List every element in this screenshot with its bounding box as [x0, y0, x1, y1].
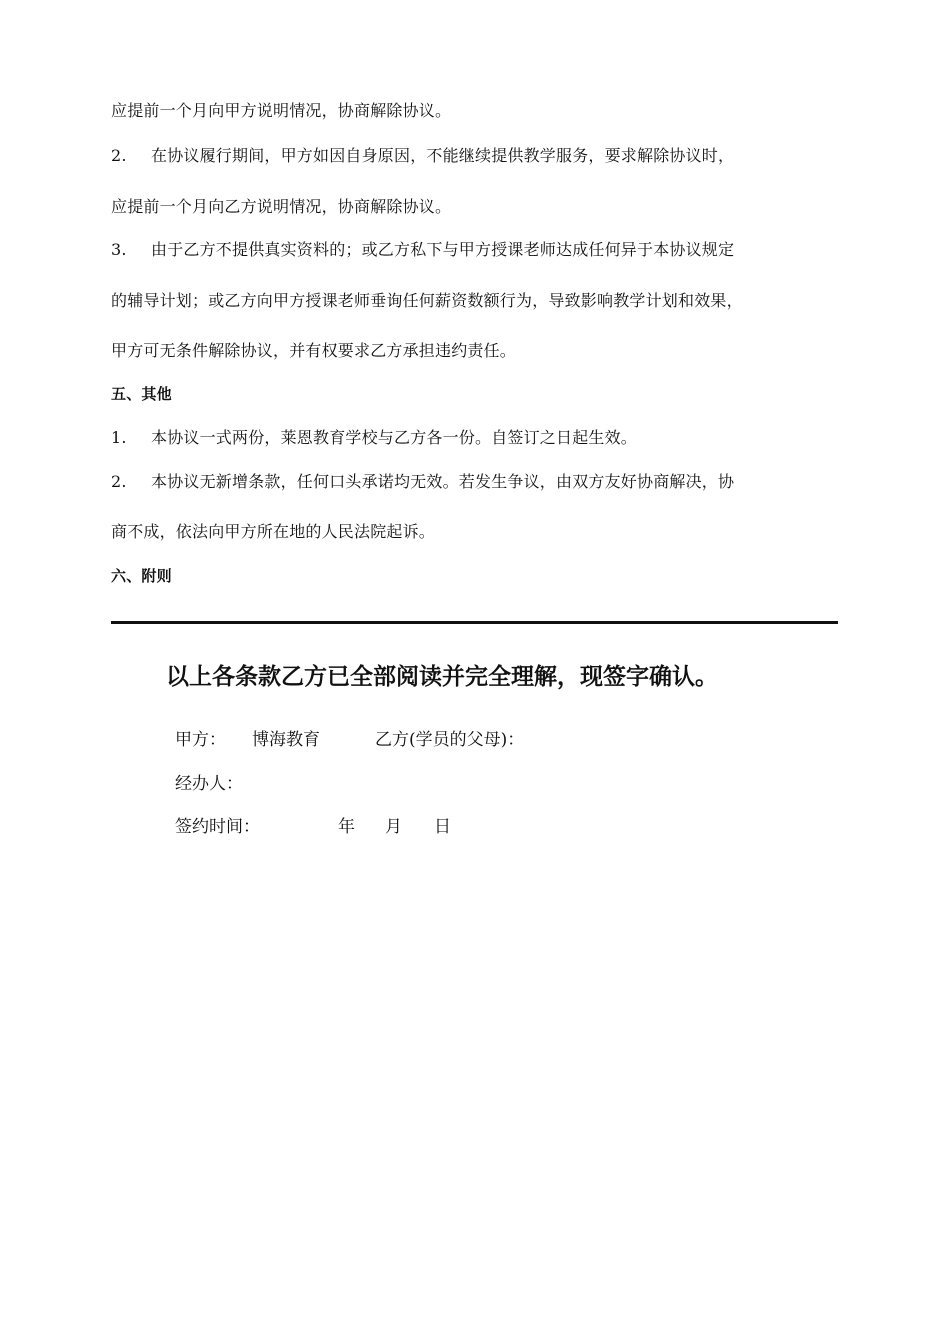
- item-text: 本协议无新增条款，任何口头承诺均无效。若发生争议，由双方友好协商解决，协: [151, 472, 735, 491]
- party-a-value: 博海教育: [252, 730, 320, 750]
- section-heading-six: 六、附则: [111, 567, 172, 585]
- item-text: 本协议一式两份，莱恩教育学校与乙方各一份。自签订之日起生效。: [151, 428, 638, 447]
- date-label: 签约时间：: [175, 817, 260, 837]
- party-a-label: 甲方：: [175, 730, 226, 750]
- paragraph-line: [111, 101, 451, 121]
- list-item: [111, 146, 734, 166]
- item-number: 2.: [111, 146, 127, 165]
- list-item: [111, 428, 637, 448]
- list-item: [111, 472, 734, 492]
- item-number: 3.: [111, 240, 127, 259]
- item-text: 由于乙方不提供真实资料的；或乙方私下与甲方授课老师达成任何异于本协议规定: [151, 240, 735, 259]
- list-item: [111, 240, 734, 260]
- party-b-label: 乙方(学员的父母)：: [375, 730, 525, 750]
- line-text: 应提前一个月向甲方说明情况，协商解除协议。: [111, 101, 452, 120]
- line-text: 甲方可无条件解除协议，并有权要求乙方承担违约责任。: [111, 341, 517, 360]
- section-heading-five: 五、其他: [111, 385, 172, 403]
- confirmation-statement: 以上各条款乙方已全部阅读并完全理解，现签字确认。: [166, 664, 718, 690]
- paragraph-line: [111, 341, 516, 361]
- line-text: 商不成，依法向甲方所在地的人民法院起诉。: [111, 522, 436, 541]
- paragraph-line: [111, 291, 743, 311]
- date-month: 月: [385, 817, 402, 837]
- paragraph-line: [111, 522, 435, 542]
- signature-rule: [111, 621, 838, 624]
- line-text: 的辅导计划；或乙方向甲方授课老师垂询任何薪资数额行为，导致影响教学计划和效果，: [111, 291, 743, 310]
- handler-label: 经办人：: [175, 774, 243, 794]
- date-day: 日: [434, 817, 451, 837]
- date-year: 年: [338, 817, 355, 837]
- line-text: 应提前一个月向乙方说明情况，协商解除协议。: [111, 197, 452, 216]
- item-number: 1.: [111, 428, 127, 447]
- item-number: 2.: [111, 472, 127, 491]
- item-text: 在协议履行期间，甲方如因自身原因，不能继续提供教学服务，要求解除协议时，: [151, 146, 735, 165]
- paragraph-line: [111, 197, 451, 217]
